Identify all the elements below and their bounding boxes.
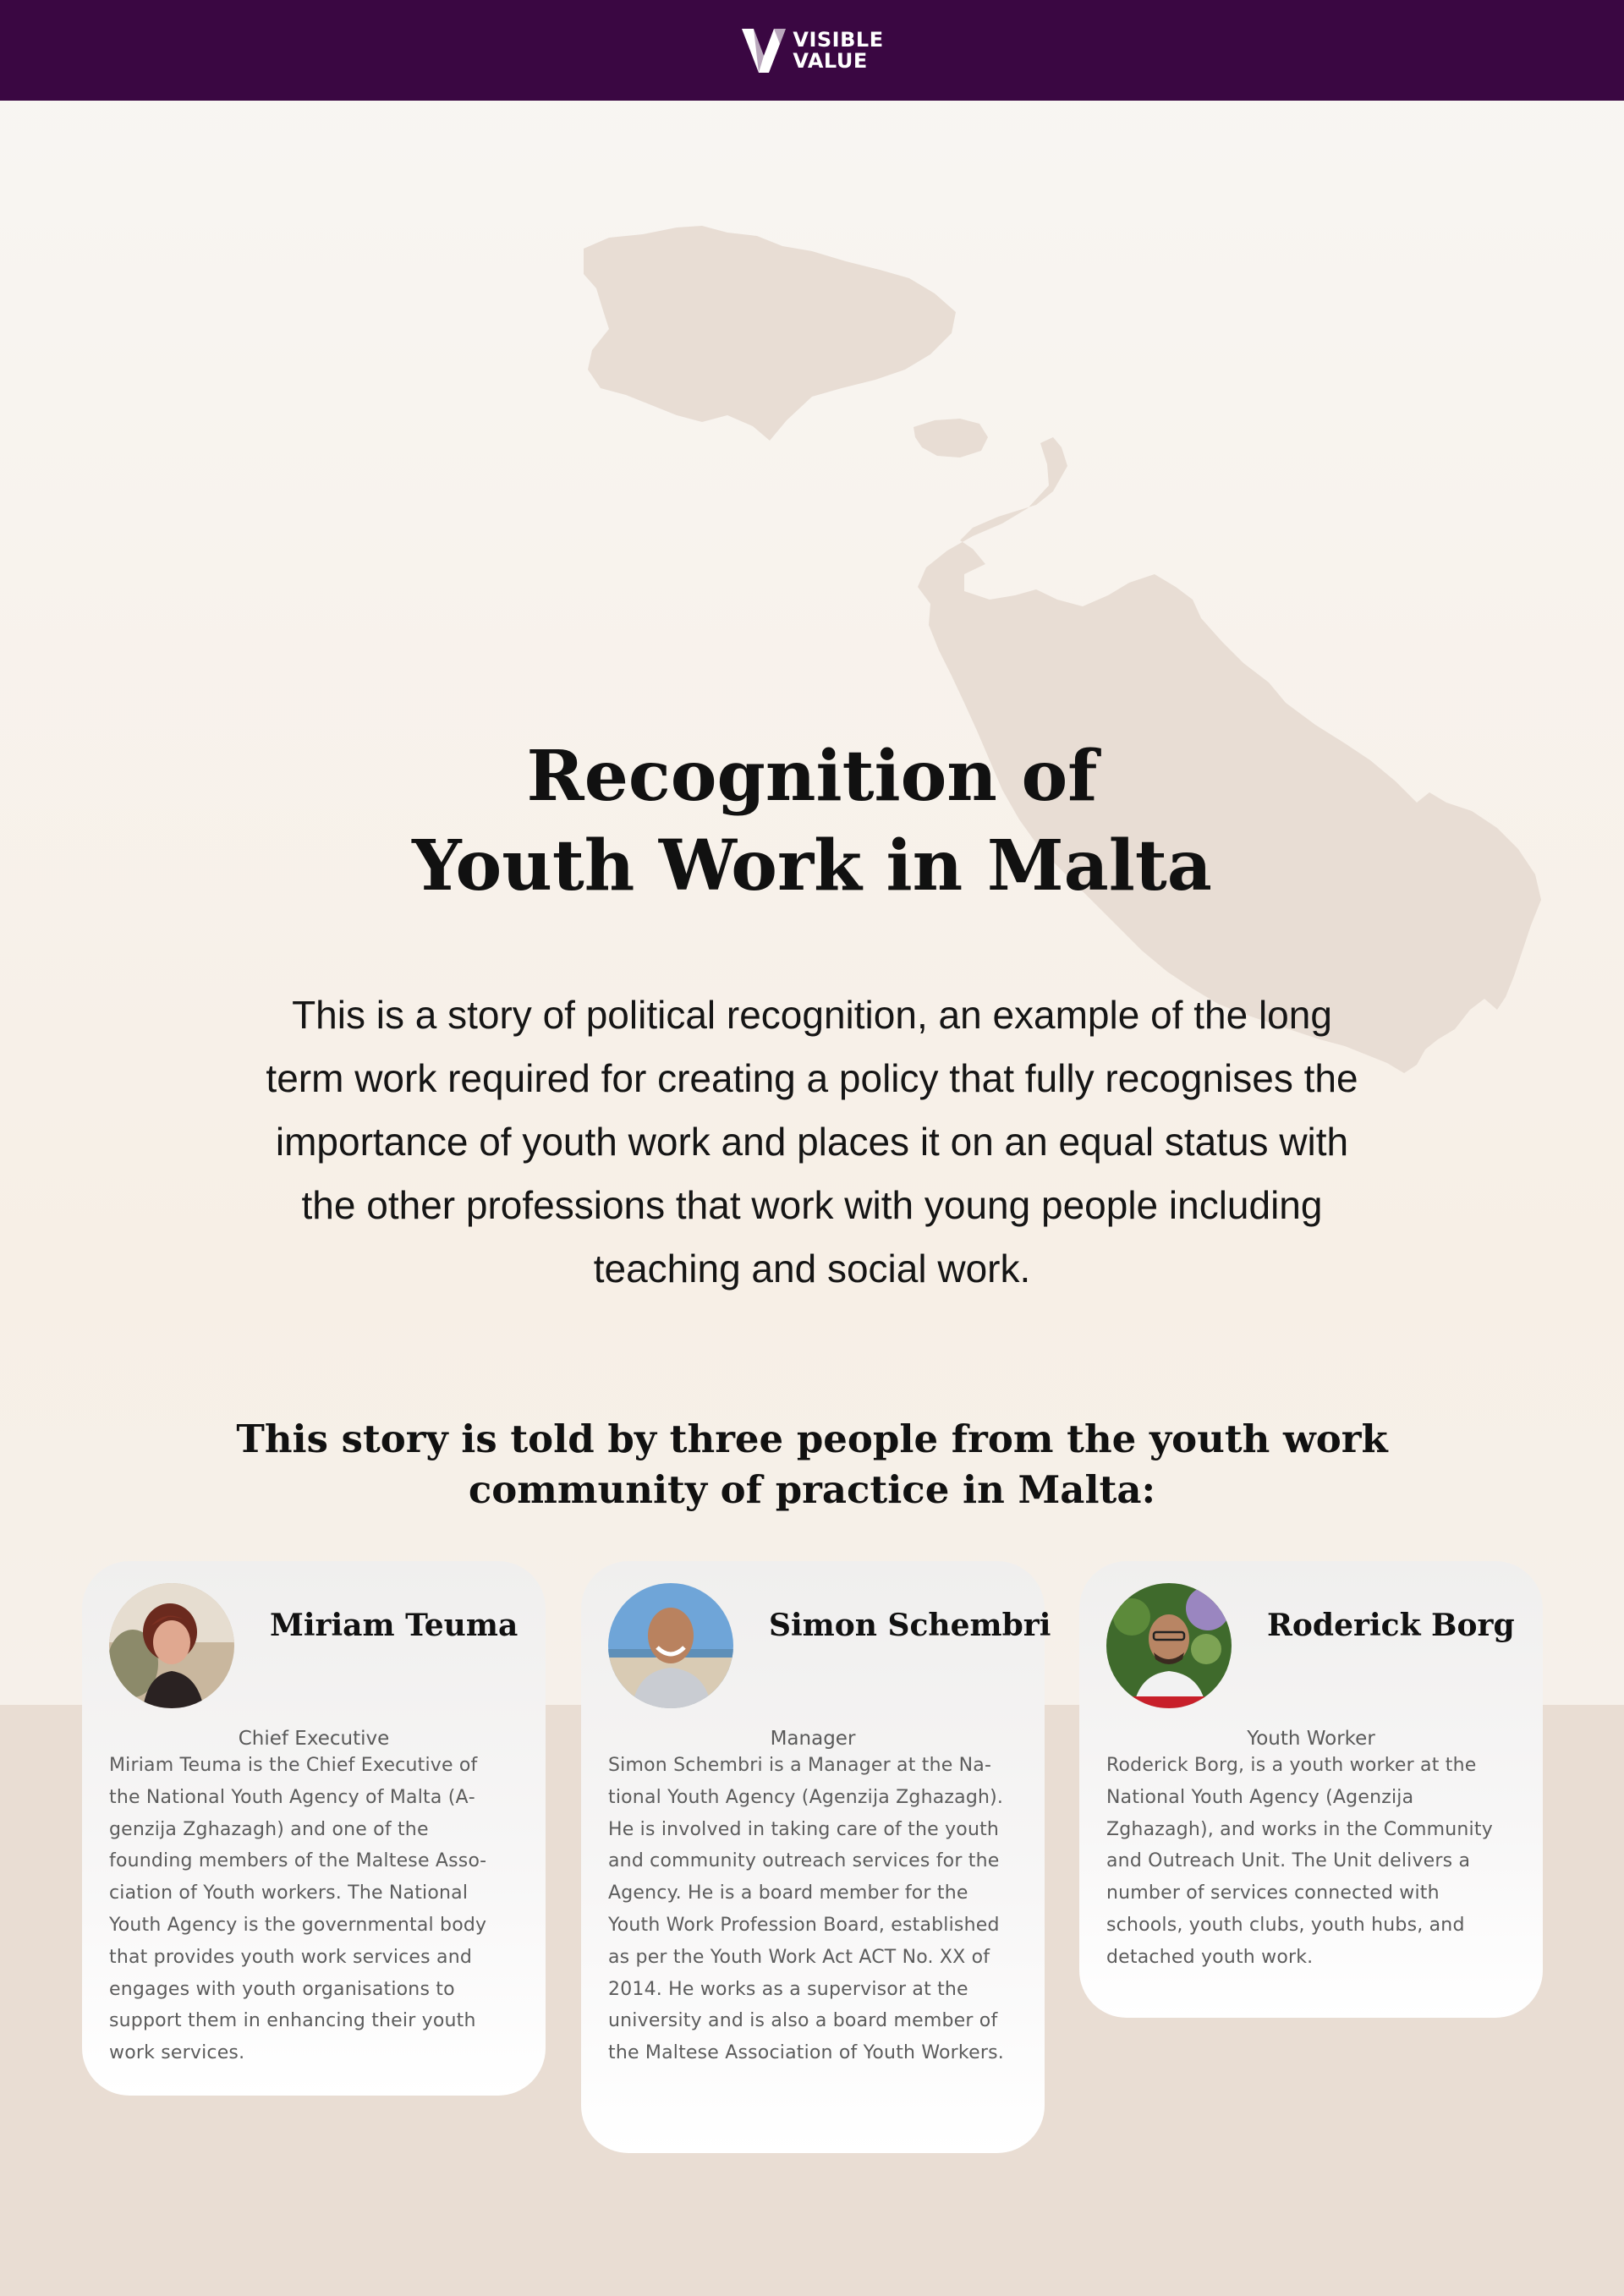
person-bio: Roderick Borg, is a youth worker at the National Youth Agency (Agenzija Zghazagh), and works in the Community and Outreach Unit. The Unit delivers a number of services connected with schools, youth clubs, youth hubs, and detached youth work. <box>1106 1755 1493 1968</box>
logo-line-2: VALUE <box>793 48 868 73</box>
person-card-simon-schembri <box>581 1561 1051 2153</box>
person-role: Manager <box>770 1728 856 1750</box>
person-photo-icon <box>109 1583 234 1708</box>
logo-v-icon <box>740 25 787 76</box>
person-card-miriam-teuma <box>82 1561 546 2096</box>
page-title-line-2: Youth Work in Malta <box>412 825 1212 907</box>
avatar <box>109 1583 234 1708</box>
person-name: Roderick Borg <box>1267 1608 1515 1643</box>
header-bar <box>0 0 1624 101</box>
avatar <box>1106 1583 1232 1708</box>
person-name: Miriam Teuma <box>270 1608 518 1643</box>
person-role: Chief Executive <box>238 1728 390 1750</box>
map-comino <box>914 419 988 458</box>
person-name: Simon Schembri <box>769 1608 1051 1643</box>
map-gozo <box>584 226 956 441</box>
person-bio: Simon Schembri is a Manager at the National Youth Agency (Agenzija Zghazagh). He is involved in taking care of the youth and community outreach services for the Agency. He is a board member for the Youth Work Profession Board, established as per the Youth Work Act ACT No. XX of 2014. He works as a supervisor at the university and is also a board member of the Maltese Association of Youth Workers. <box>608 1755 1004 2064</box>
intro-paragraph: This is a story of political recognition, an example of the long term work required for creating a policy that fully recognises the importance of youth work and places it on an equal status with the other professions that work with young people including teaching and social work. <box>266 993 1358 1290</box>
storytellers-heading: This story is told by three people from the youth work community of practice in Malta: <box>236 1417 1388 1512</box>
avatar <box>608 1583 733 1708</box>
person-photo-icon <box>608 1583 733 1708</box>
logo-text <box>793 27 884 73</box>
page-title <box>0 732 1624 911</box>
logo-line-1: VISIBLE <box>793 27 884 52</box>
person-card-roderick-borg <box>1079 1561 1543 2018</box>
logo[interactable] <box>740 25 883 76</box>
page-title-line-1: Recognition of <box>526 736 1098 817</box>
person-bio: Miriam Teuma is the Chief Executive of the National Youth Agency of Malta (Agenzija Zghazagh) and one of the founding members of the Maltese Association of Youth workers. The National Youth Agency is the governmental body that provides youth work services and engages with youth organisations to support them in enhancing their youth work services. <box>109 1755 487 2064</box>
person-photo-icon <box>1106 1583 1232 1708</box>
person-role: Youth Worker <box>1247 1728 1375 1750</box>
